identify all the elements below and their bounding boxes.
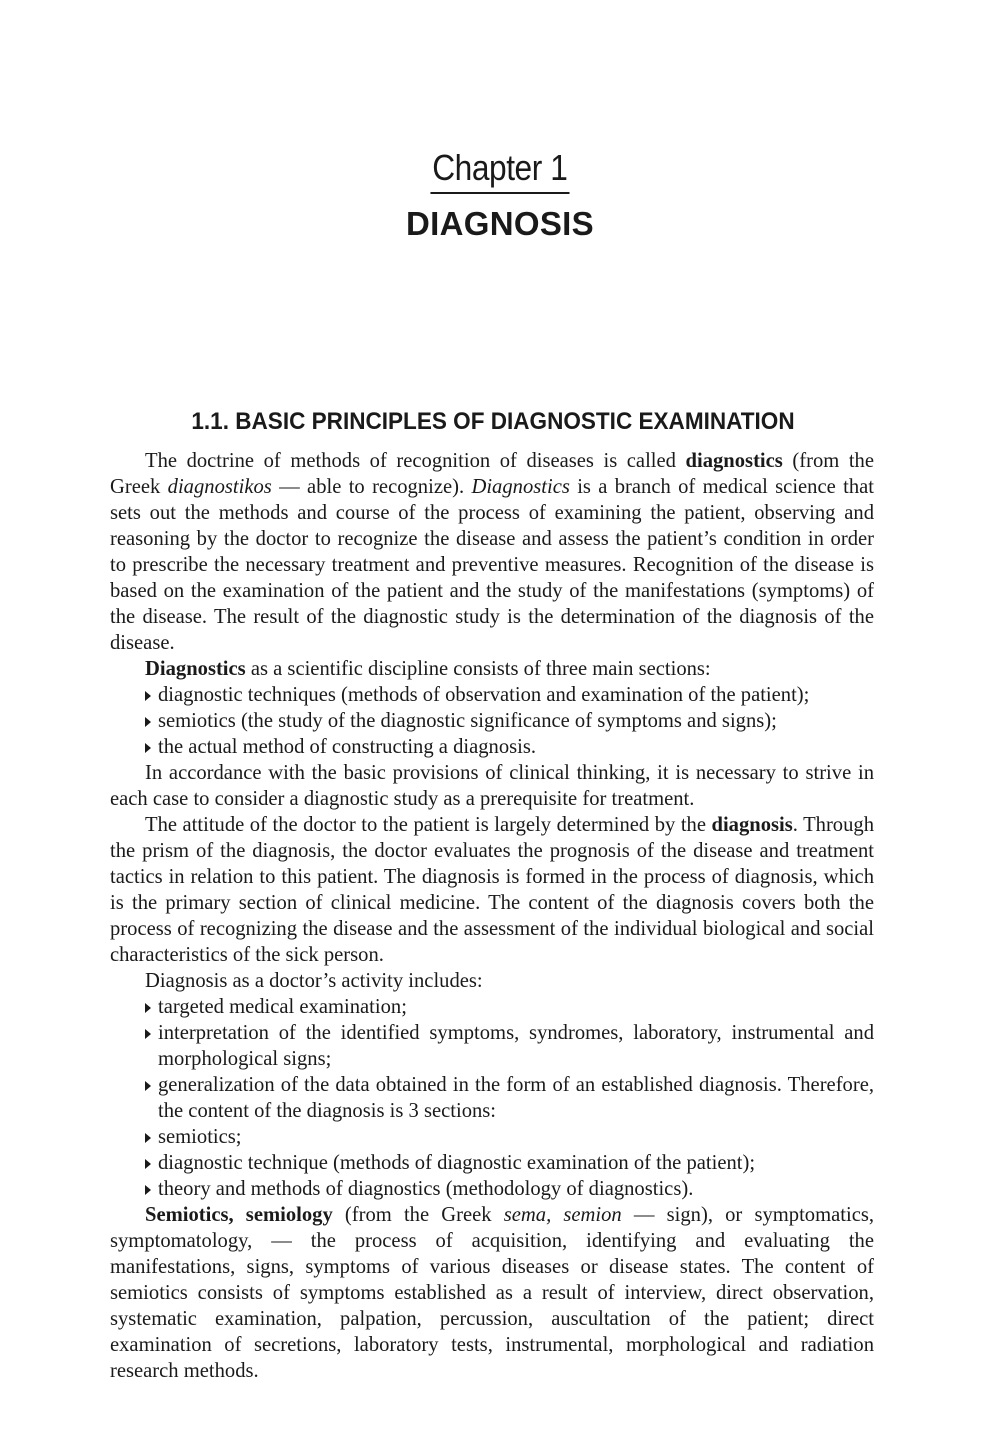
section-heading: 1.1. BASIC PRINCIPLES OF DIAGNOSTIC EXAMINATION	[191, 408, 795, 435]
list-item-text: theory and methods of diagnostics (methodology of diagnostics).	[158, 1178, 694, 1200]
paragraph-attitude	[110, 812, 874, 968]
triangle-bullet-icon	[145, 691, 151, 701]
triangle-bullet-icon	[145, 717, 151, 727]
italic-term: Diagnostics	[471, 476, 570, 498]
list-item	[110, 994, 874, 1020]
chapter-label: Chapter 1	[431, 148, 570, 194]
bullet-list-activity	[110, 994, 874, 1202]
list-item	[110, 1020, 874, 1072]
list-item	[110, 1150, 874, 1176]
list-item-text: diagnostic technique (methods of diagnostic examination of the patient);	[158, 1152, 756, 1174]
list-item	[110, 734, 874, 760]
italic-term: sema, semion	[503, 1204, 622, 1226]
triangle-bullet-icon	[145, 743, 151, 753]
triangle-bullet-icon	[145, 1185, 151, 1195]
text-run: — able to recognize).	[271, 476, 472, 498]
list-item-text: semiotics;	[158, 1126, 242, 1148]
text-run: — sign), or symptomatics, symptomatology, — the process of acquisition, identifying and evaluating the manifestations, signs, symptoms of various diseases or disease states. The content of semiotics consists of symptoms established as a result of interview, direct observation, systematic examination, palpation, percussion, auscultation of the patient; direct examination of secretions, laboratory tests, instrumental, morphological and radiation research methods.	[110, 1204, 875, 1382]
bullet-list-sections	[110, 682, 874, 760]
chapter-title: DIAGNOSIS	[406, 205, 594, 242]
list-item	[110, 1124, 874, 1150]
list-item-text: interpretation of the identified symptoms, syndromes, laboratory, instrumental and morphological signs;	[158, 1022, 874, 1070]
text-run: as a scientific discipline consists of three main sections:	[245, 658, 711, 680]
text-run: is a branch of medical science that sets out the methods and course of the process of examining the patient, observing and reasoning by the doctor to recognize the disease and assess the patient’s condition in order to prescribe the necessary treatment and preventive measures. Recognition of the disease is based on the examination of the patient and the study of the manifestations (symptoms) of the disease. The result of the diagnostic study is the determination of the diagnosis of the disease.	[110, 476, 874, 654]
text-run: (from the Greek	[332, 1204, 504, 1226]
bold-term: Semiotics, semiology	[145, 1204, 333, 1226]
italic-term: diagnostikos	[167, 476, 272, 498]
list-item-text: semiotics (the study of the diagnostic significance of symptoms and signs);	[158, 710, 777, 732]
bold-term: diagnostics	[685, 450, 783, 472]
body-text	[110, 448, 874, 1384]
triangle-bullet-icon	[145, 1029, 151, 1039]
triangle-bullet-icon	[145, 1003, 151, 1013]
list-item	[110, 1072, 874, 1124]
bold-term: diagnosis	[711, 814, 793, 836]
triangle-bullet-icon	[145, 1081, 151, 1091]
paragraph-sections	[110, 656, 874, 682]
list-item	[110, 1176, 874, 1202]
list-item-text: diagnostic techniques (methods of observation and examination of the patient);	[158, 684, 810, 706]
paragraph-intro	[110, 448, 874, 656]
list-item-text: targeted medical examination;	[158, 996, 407, 1018]
list-item-text: generalization of the data obtained in the form of an established diagnosis. Therefore, the content of the diagnosis is 3 sections:	[158, 1074, 874, 1122]
list-item	[110, 708, 874, 734]
bold-term: Diagnostics	[145, 658, 246, 680]
triangle-bullet-icon	[145, 1133, 151, 1143]
paragraph-clinical-thinking: In accordance with the basic provisions of clinical thinking, it is necessary to strive in each case to consider a diagnostic study as a prerequisite for treatment.	[110, 762, 874, 810]
text-run: The doctrine of methods of recognition of diseases is called	[145, 450, 686, 472]
text-run: (from the Greek	[110, 450, 874, 498]
triangle-bullet-icon	[145, 1159, 151, 1169]
chapter-header	[0, 148, 1000, 244]
text-run: The attitude of the doctor to the patient is largely determined by the	[145, 814, 712, 836]
paragraph-semiotics	[110, 1202, 874, 1384]
list-item-text: the actual method of constructing a diagnosis.	[158, 736, 537, 758]
list-item	[110, 682, 874, 708]
paragraph-activity: Diagnosis as a doctor’s activity includes:	[145, 970, 483, 992]
text-run: . Through the prism of the diagnosis, the doctor evaluates the prognosis of the disease and treatment tactics in relation to this patient. The diagnosis is formed in the process of diagnosis, which is the primary section of clinical medicine. The content of the diagnosis covers both the process of recognizing the disease and the assessment of the individual biological and social characteristics of the sick person.	[110, 814, 874, 966]
